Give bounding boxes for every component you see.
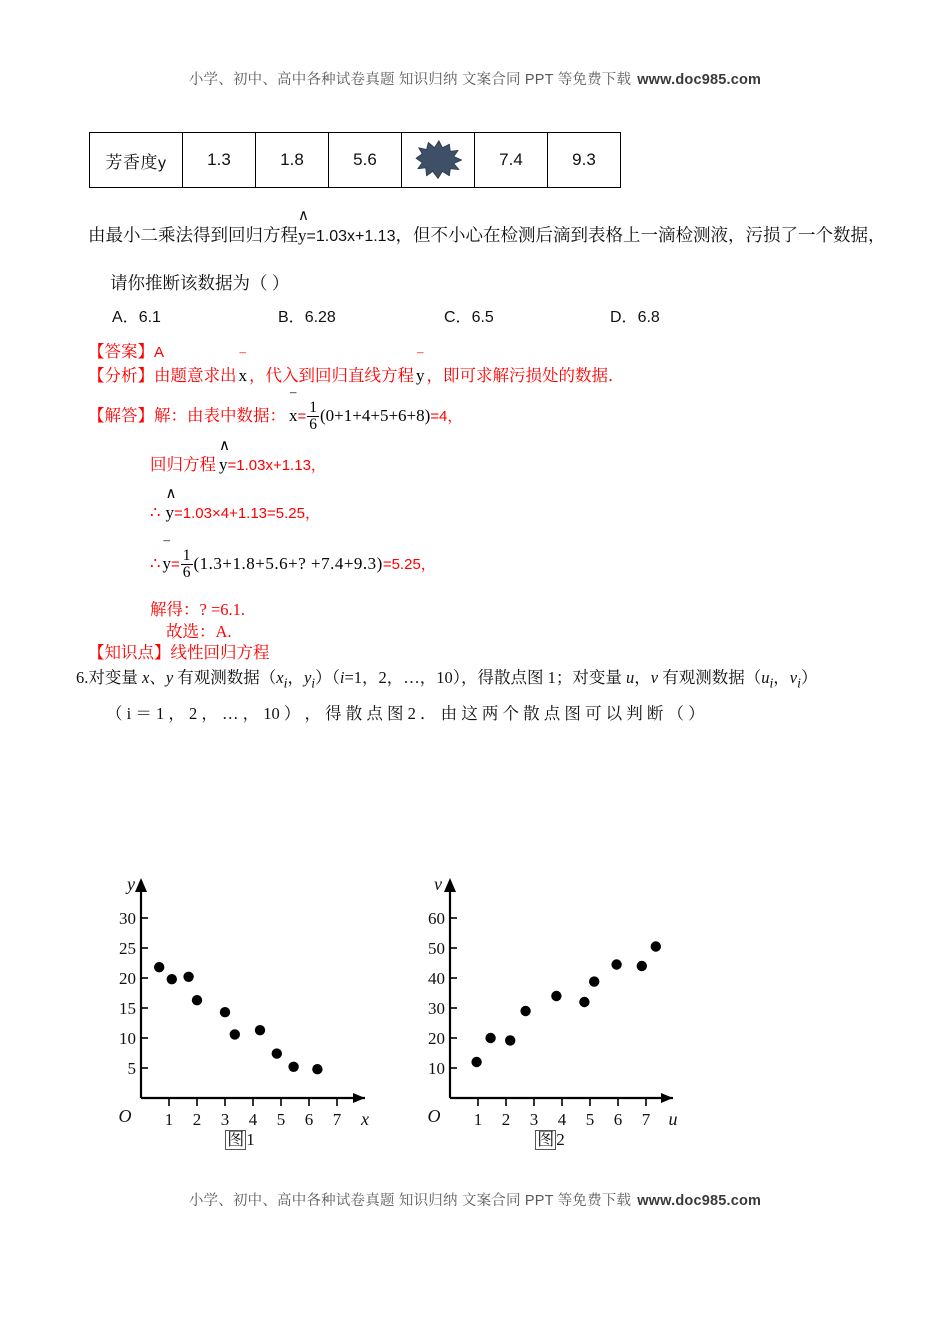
table-cell-4-obscured [402, 133, 475, 188]
solve-lead: 解：由表中数据： [154, 405, 286, 425]
svg-text:7: 7 [641, 1110, 651, 1129]
svg-text:60: 60 [428, 909, 445, 928]
ybar-sum-body: (1.3+1.8+5.6+? +7.4+9.3) [193, 553, 383, 573]
table-cell-3: 5.6 [329, 133, 402, 188]
data-point [183, 972, 193, 982]
option-d-key: D． [610, 309, 638, 326]
chart1-origin-label: O [118, 1106, 132, 1126]
fraction-denominator: 6 [182, 563, 191, 581]
table-row-label [90, 133, 183, 188]
svg-text:5: 5 [585, 1110, 595, 1129]
answer-line [88, 340, 164, 365]
chart2-caption [490, 1130, 610, 1150]
x-bar-base: x [238, 366, 247, 385]
stem-text-after: ，但不小心在检测后滴到表格上一滴检测液，污损了一个数据， [395, 225, 886, 245]
chart2-y-tick-labels [428, 909, 445, 1078]
data-point [288, 1062, 298, 1072]
data-point [154, 962, 164, 972]
bar-mark-icon: ‾ [417, 351, 424, 370]
option-b [278, 306, 336, 330]
svg-text:3: 3 [529, 1110, 539, 1129]
option-b-key: B． [278, 309, 305, 326]
promo-text: 小学、初中、高中各种试卷真题 知识归纳 文案合同 PPT 等免费下载 [188, 1193, 632, 1209]
one-sixth-fraction [181, 548, 193, 581]
x-axis-arrow-icon [661, 1093, 673, 1103]
stem-equation: =1.03x+1.13 [306, 228, 396, 245]
question5-stem-line1 [88, 208, 886, 249]
chart2-caption-number: 2 [556, 1130, 565, 1149]
svg-text:7: 7 [332, 1110, 342, 1129]
xbar-equals: = [297, 407, 307, 425]
svg-text:20: 20 [428, 1029, 445, 1048]
data-point [505, 1035, 515, 1045]
svg-text:40: 40 [428, 969, 445, 988]
fraction-numerator: 1 [182, 547, 191, 564]
data-point [471, 1057, 481, 1067]
y-hat-base: y [165, 503, 174, 522]
x-bar-variable [289, 390, 298, 429]
scatter-chart-1-svg [103, 868, 388, 1138]
stem-text-before: 由最小二乘法得到回归方程 [88, 225, 298, 245]
svg-text:10: 10 [428, 1059, 445, 1078]
svg-text:1: 1 [473, 1110, 483, 1129]
option-c-key: C． [444, 309, 472, 326]
aroma-data-table-wrapper [89, 132, 621, 188]
analysis-tag: 【分析】 [88, 366, 154, 385]
svg-text:25: 25 [119, 939, 136, 958]
data-point [589, 976, 599, 986]
option-c-value: 6.5 [471, 309, 494, 326]
one-sixth-fraction [307, 400, 319, 433]
svg-text:2: 2 [192, 1110, 202, 1129]
y-axis-arrow-icon [135, 878, 147, 892]
svg-text:15: 15 [119, 999, 136, 1018]
y-hat-variable [219, 438, 230, 478]
svg-text:30: 30 [119, 909, 136, 928]
data-point [551, 991, 561, 1001]
hat-mark-icon: ∧ [298, 208, 309, 224]
table-cell-6: 9.3 [548, 133, 621, 188]
option-b-value: 6.28 [304, 309, 336, 326]
chart1-x-axis-label: x [361, 1109, 369, 1129]
svg-text:4: 4 [557, 1110, 567, 1129]
hat-mark-icon: ∧ [219, 438, 230, 454]
chart1-caption-box: 图 [227, 1130, 245, 1149]
knowledge-tag: 【知识点】 [88, 643, 171, 662]
chart2-x-tick-labels [474, 1110, 651, 1129]
chart1-y-axis-label: y [127, 874, 135, 894]
option-c [444, 306, 494, 330]
y-hat-base: y [219, 455, 228, 474]
option-a-value: 6.1 [138, 309, 161, 326]
data-point [192, 995, 202, 1005]
bar-mark-icon: ‾ [163, 538, 170, 558]
knowledge-value: 线性回归方程 [170, 643, 270, 662]
data-point [255, 1025, 265, 1035]
yhat-equation: =1.03×4+1.13=5.25， [174, 505, 320, 522]
svg-text:10: 10 [119, 1029, 136, 1048]
data-point [485, 1033, 495, 1043]
y-hat-variable [298, 208, 309, 249]
svg-text:4: 4 [248, 1110, 258, 1129]
x-bar-variable [238, 351, 248, 389]
chart2-axes [450, 882, 673, 1098]
fraction-denominator: 6 [309, 415, 318, 433]
bar-mark-icon: ‾ [239, 351, 246, 370]
table-cell-1: 1.3 [183, 133, 256, 188]
row-label-text: 芳香度 [105, 152, 158, 172]
promo-banner-top [0, 68, 950, 89]
data-point [220, 1007, 230, 1017]
chart2-x-axis-label: u [668, 1109, 678, 1129]
chart1-y-tick-labels [119, 909, 136, 1078]
scatter-chart-2 [405, 868, 690, 1143]
data-point [167, 974, 177, 984]
option-a-key: A． [112, 309, 139, 326]
promo-text: 小学、初中、高中各种试卷真题 知识归纳 文案合同 PPT 等免费下载 [188, 72, 632, 88]
answer-tag: 【答案】 [88, 342, 154, 361]
xbar-sum-body: (0+1+4+5+6+8) [320, 405, 431, 425]
question5-stem-line2: 请你推断该数据为（ ） [110, 273, 290, 293]
y-hat-variable [165, 486, 177, 526]
option-d-value: 6.8 [637, 309, 660, 326]
option-d [610, 306, 660, 330]
hat-mark-icon: ∧ [165, 486, 177, 502]
x-bar-base: x [289, 405, 298, 425]
bar-mark-icon: ‾ [290, 390, 297, 410]
svg-text:1: 1 [164, 1110, 174, 1129]
promo-banner-bottom [0, 1189, 950, 1210]
y-bar-variable [416, 351, 425, 389]
analysis-part2: ，代入到回归直线方程 [249, 366, 414, 385]
data-point [651, 941, 661, 951]
solve-line-yhat-value [150, 486, 320, 526]
final-choice-line: 故选：A. [166, 622, 232, 641]
promo-url: www.doc985.com [637, 1193, 762, 1209]
svg-text:6: 6 [304, 1110, 314, 1129]
data-point [272, 1048, 282, 1058]
solve-result-line: 解得：? =6.1. [150, 600, 246, 619]
scatter-chart-1 [103, 868, 388, 1143]
chart2-data-points [471, 941, 661, 1067]
y-bar-base: y [162, 553, 171, 573]
ybar-result: =5.25， [382, 555, 436, 573]
chart1-x-ticks [169, 1098, 337, 1106]
knowledge-point-line [88, 641, 270, 666]
chart2-y-axis-label: v [434, 874, 442, 894]
promo-url: www.doc985.com [637, 72, 762, 88]
svg-text:50: 50 [428, 939, 445, 958]
data-point [637, 961, 647, 971]
option-a [112, 306, 161, 330]
solve-tag: 【解答】 [88, 405, 154, 425]
question6-line2: （ i ＝ 1 ， 2 ， … ， 10 ） ， 得 散 点 图 2 ． 由 这 两 个 散 点 图 可 以 判 断 （ ） [106, 704, 705, 723]
svg-text:6: 6 [613, 1110, 623, 1129]
chart1-axes [141, 882, 365, 1098]
table-cell-5: 7.4 [475, 133, 548, 188]
row-label-variable: y [158, 154, 167, 172]
regression-label: 回归方程 [150, 455, 216, 474]
answer-value: A [154, 344, 165, 361]
svg-text:20: 20 [119, 969, 136, 988]
table-cell-2: 1.8 [256, 133, 329, 188]
data-point [230, 1029, 240, 1039]
chart1-x-tick-labels [165, 1110, 342, 1129]
y-hat-base: y [298, 226, 307, 245]
y-bar-variable [162, 538, 172, 577]
solve-line-regression [150, 438, 326, 478]
therefore-symbol: ∴ [150, 503, 161, 522]
svg-text:5: 5 [276, 1110, 286, 1129]
svg-text:2: 2 [501, 1110, 511, 1129]
fraction-numerator: 1 [309, 399, 318, 416]
table-row [90, 133, 621, 188]
svg-text:3: 3 [220, 1110, 230, 1129]
therefore-symbol: ∴ [150, 553, 161, 573]
chart1-data-points [154, 962, 323, 1074]
chart1-caption [180, 1130, 300, 1150]
chart2-origin-label: O [427, 1106, 441, 1126]
solve-line-xbar [88, 390, 463, 433]
svg-text:5: 5 [127, 1059, 136, 1078]
scatter-chart-2-svg [405, 868, 690, 1138]
question6-line1: 6.对变量 x、y 有观测数据（$x_i$，$y_i)(i=1$，2，…，10），得散点图 1；对变量 u，v 有观测数据（$u_i$，$v_i$） [76, 668, 818, 691]
svg-text:30: 30 [428, 999, 445, 1018]
aroma-data-table [89, 132, 621, 188]
chart1-caption-number: 1 [246, 1130, 255, 1149]
chart2-caption-box: 图 [537, 1130, 555, 1149]
data-point [520, 1006, 530, 1016]
analysis-part1: 由题意求出 [154, 366, 237, 385]
data-point [312, 1064, 322, 1074]
solve-line-ybar-expansion [150, 538, 436, 581]
data-point [579, 997, 589, 1007]
ink-blot-icon [411, 139, 465, 181]
xbar-result: =4， [430, 407, 463, 425]
data-point [611, 959, 621, 969]
y-bar-base: y [416, 366, 425, 385]
ybar-equals: = [171, 555, 180, 573]
regression-equation: =1.03x+1.13， [227, 457, 326, 474]
analysis-part3: ，即可求解污损处的数据． [426, 366, 625, 385]
chart2-x-ticks [478, 1098, 646, 1106]
y-axis-arrow-icon [444, 878, 456, 892]
x-axis-arrow-icon [353, 1093, 365, 1103]
